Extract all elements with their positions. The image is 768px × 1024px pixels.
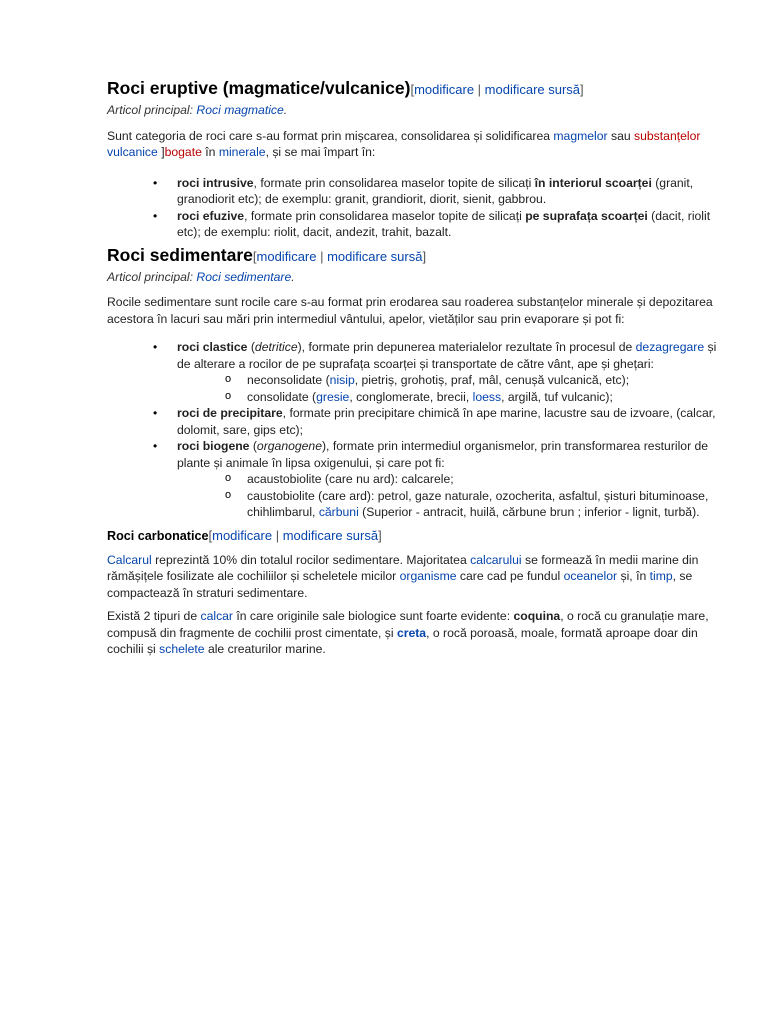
link-bogate[interactable]: bogate <box>164 145 202 159</box>
link-nisip[interactable]: nisip <box>329 373 355 387</box>
edit-source-link[interactable]: modificare sursă <box>327 248 423 264</box>
link-organisme[interactable]: organisme <box>399 569 457 583</box>
main-article-link[interactable]: Roci magmatice <box>196 103 284 117</box>
sub-list <box>177 372 722 405</box>
link-substantelor[interactable]: substanțelor <box>634 128 701 143</box>
edit-links: [modificare | modificare sursă] <box>208 527 382 543</box>
paragraph: Sunt categoria de roci care s-au format prin mișcarea, consolidarea și solidificarea magmelor sau substanțelor vulcanice ]bogate în minerale, și se mai împart în: <box>107 128 701 159</box>
edit-link[interactable]: modificare <box>212 527 273 543</box>
edit-link[interactable]: modificare <box>256 248 317 264</box>
paragraph: Există 2 tipuri de calcar în care originile sale biologice sunt foarte evidente: coquina, o rocă cu granulație mare, compusă din fragmente de cochilii prost cimentate, și creta, o rocă poroasă, moale, formată aproape doar din cochilii și schelete ale creaturilor marine. <box>107 609 709 656</box>
section-heading-eruptive: Roci eruptive (magmatice/vulcanice)[modificare | modificare sursă] <box>107 78 584 98</box>
main-article-note: Articol principal: Roci magmatice. <box>107 103 288 117</box>
section-heading-sedimentare: Roci sedimentare[modificare | modificare sursă] <box>107 244 427 265</box>
list-item: • roci de precipitare, formate prin precipitare chimică în ape marine, lacustre sau de izvoare, (calcar, dolomit, sare, gips etc); <box>177 405 722 438</box>
sub-list-item: o acaustobiolite (care nu ard): calcarele; <box>247 471 722 488</box>
main-article-note: Articol principal: Roci sedimentare. <box>107 269 295 284</box>
paragraph: Rocile sedimentare sunt rocile care s-au format prin erodarea sau roaderea substanțelor minerale și depozitarea acestora în lacuri sau mări prin intermediul vântului, apelor, vietăților sau prin evaporare și pot fi: <box>107 295 713 326</box>
link-creta[interactable]: creta <box>396 625 427 640</box>
bullet-list <box>107 175 722 241</box>
list-item: • roci efuzive, formate prin consolidarea maselor topite de silicați pe suprafața scoarței (dacit, riolit etc); de exemplu: riolit, dacit, andezit, trahit, bazalt. <box>177 208 722 241</box>
link-minerale[interactable]: minerale <box>218 145 266 159</box>
edit-links: [modificare | modificare sursă] <box>410 82 584 97</box>
link-oceanelor[interactable]: oceanelor <box>563 569 618 583</box>
link-calcarului[interactable]: calcarului <box>470 552 522 567</box>
link-schelete[interactable]: schelete <box>159 642 205 656</box>
link-dezagregare[interactable]: dezagregare <box>635 340 705 354</box>
paragraph: Calcarul reprezintă 10% din totalul rocilor sedimentare. Majoritatea calcarului se formează în medii marine din rămășițele fosilizate ale cochiliilor și scheletele micilor organisme care cad pe fundul oceanelor și, în timp, se compactează în straturi sedimentare. <box>107 552 699 600</box>
link-carbuni[interactable]: cărbuni <box>318 505 359 519</box>
list-item: • roci clastice (detritice), formate prin depunerea materialelor rezultate în procesul de dezagregare și de alterare a rocilor de pe suprafața scoarței și transportate de către vânt, ape și ghețari: o neconsolidate (nisip, pietriș, grohotiș, praf, mâl, cenușă vulcanică, etc); o consolidate (gresie, conglomerate, brecii, loess, argilă, tuf vulcanic); <box>177 339 722 405</box>
link-vulcanice[interactable]: vulcanice <box>107 145 158 159</box>
list-item: • roci intrusive, formate prin consolidarea maselor topite de silicați în interiorul scoarței (granit, granodiorit etc); de exemplu: granit, grandiorit, diorit, sienit, gabbrou. <box>177 175 722 208</box>
list-item: • roci biogene (organogene), formate prin intermediul organismelor, prin transformarea resturilor de plante și animale în lipsa oxigenului, și care pot fi: o acaustobiolite (care nu ard): calcarele; o caustobiolite (care ard): petrol, gaze naturale, ozocherita, asfaltul, șisturi bituminoase, chihlimbarul, cărbuni (Superior - antracit, huilă, cărbune brun ; inferior - lignit, turbă). <box>177 438 722 521</box>
sub-list-item: o consolidate (gresie, conglomerate, brecii, loess, argilă, tuf vulcanic); <box>247 389 722 406</box>
sub-list <box>177 471 722 521</box>
section-heading-carbonatice: Roci carbonatice[modificare | modificare sursă] <box>107 527 382 543</box>
link-gresie[interactable]: gresie <box>316 389 350 404</box>
edit-links: [modificare | modificare sursă] <box>252 248 427 264</box>
link-calcar[interactable]: calcar <box>200 609 233 623</box>
article-content <box>107 76 722 658</box>
bullet-list <box>107 339 722 521</box>
edit-source-link[interactable]: modificare sursă <box>282 527 379 543</box>
sub-list-item: o caustobiolite (care ard): petrol, gaze naturale, ozocherita, asfaltul, șisturi bituminoase, chihlimbarul, cărbuni (Superior - antracit, huilă, cărbune brun ; inferior - lignit, turbă). <box>247 488 722 521</box>
link-loess[interactable]: loess <box>472 389 502 404</box>
edit-link[interactable]: modificare <box>414 82 475 97</box>
main-article-link[interactable]: Roci sedimentare <box>196 269 292 284</box>
link-calcarul[interactable]: Calcarul <box>107 552 152 567</box>
sub-list-item: o neconsolidate (nisip, pietriș, grohotiș, praf, mâl, cenușă vulcanică, etc); <box>247 372 722 389</box>
edit-source-link[interactable]: modificare sursă <box>484 82 581 97</box>
link-timp[interactable]: timp <box>649 569 673 583</box>
link-magmelor[interactable]: magmelor <box>553 128 608 143</box>
